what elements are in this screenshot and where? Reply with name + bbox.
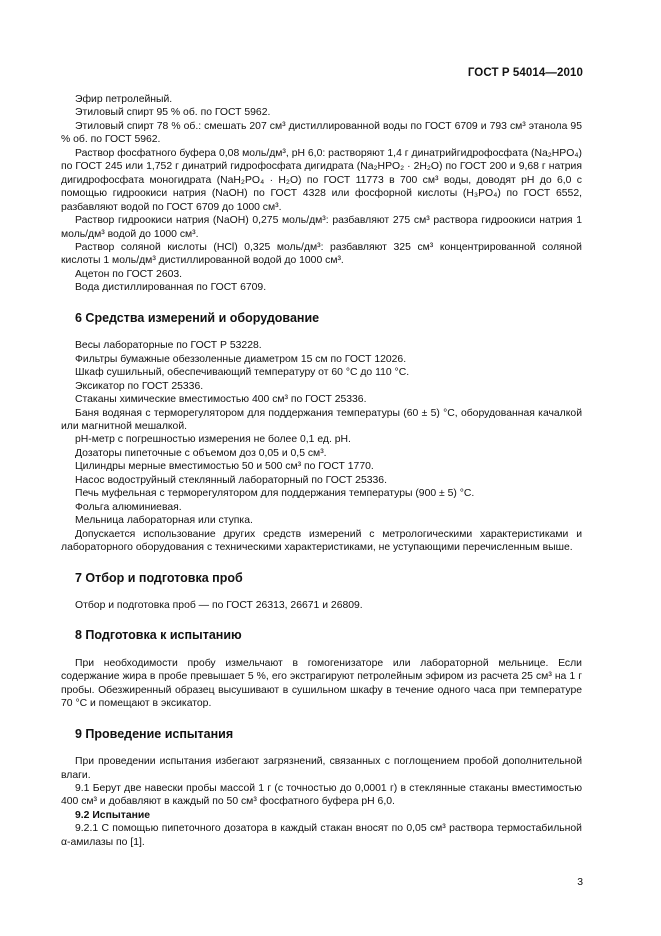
reagent-item: Раствор фосфатного буфера 0,08 моль/дм³, pH 6,0: растворяют 1,4 г динатрийгидрофосфата (Na₂HPO₄) по ГОСТ 245 или 1,752 г динатрий гидрофосфата дигидрата (Na₂HPO₂ · 2H₂O) по ГОСТ 200 и 9,68 г натрия дигидрофосфата моногидрата (NaH₂PO₄ · H₂O) по ГОСТ 11773 в 700 см³ воды, доводят pH до 6,0 с помощью гидроокиси натрия (NaOH) по ГОСТ 4328 или фосфорной кислоты (H₃PO₄) по ГОСТ 6552, разбавляют водой по ГОСТ 6709 до 1000 см³. xyxy=(61,147,582,213)
section-7-heading: 7 Отбор и подготовка проб xyxy=(75,570,243,585)
equipment-item: Баня водяная с терморегулятором для поддержания температуры (60 ± 5) °С, оборудованная качалкой или магнитной мешалкой. xyxy=(61,407,582,432)
reagent-item: Этиловый спирт 95 % об. по ГОСТ 5962. xyxy=(75,107,271,119)
reagent-item: Этиловый спирт 78 % об.: смешать 207 см³ дистиллированной воды по ГОСТ 6709 и 793 см³ этанола 95 % об. по ГОСТ 5962. xyxy=(61,120,582,146)
equipment-item: Мельница лабораторная или ступка. xyxy=(75,515,253,527)
equipment-item: Фольга алюминиевая. xyxy=(75,501,182,513)
clause-9-1: 9.1 Берут две навески пробы массой 1 г (с точностью до 0,0001 г) в стеклянные стаканы вместимостью 400 см³ и добавляют в каждый по 50 см³ фосфатного буфера pH 6,0. xyxy=(61,783,582,808)
reagent-item: Раствор гидроокиси натрия (NaOH) 0,275 моль/дм³: разбавляют 275 см³ раствора гидроокиси натрия 1 моль/дм³ водой до 1000 см³. xyxy=(61,215,582,240)
running-header: ГОСТ Р 54014—2010 xyxy=(467,67,583,79)
page-number: 3 xyxy=(577,877,583,888)
clause-9-2-1: 9.2.1 С помощью пипеточного дозатора в каждый стакан вносят по 0,05 см³ раствора термостабильной α-амилазы по [1]. xyxy=(61,823,582,848)
equipment-item: Насос водоструйный стеклянный лабораторный по ГОСТ 25336. xyxy=(75,474,387,486)
section-7-text: Отбор и подготовка проб — по ГОСТ 26313, 26671 и 26809. xyxy=(75,599,363,611)
equipment-item: Весы лабораторные по ГОСТ Р 53228. xyxy=(75,340,262,352)
clause-9-2-heading: 9.2 Испытание xyxy=(75,809,151,821)
section-9-heading: 9 Проведение испытания xyxy=(75,726,234,741)
section-8-text: При необходимости пробу измельчают в гомогенизаторе или лабораторной мельнице. Если содержание жира в пробе превышает 5 %, его экстрагируют петролейным эфиром из расчета 25 см³ на 1 г пробы. Обезжиренный образец высушивают в сушильном шкафу в течение одного часа при температуре 70 °С и помещают в эксикатор. xyxy=(61,657,582,710)
equipment-item: pH-метр с погрешностью измерения не более 0,1 ед. pH. xyxy=(75,434,351,446)
section-9-intro: При проведении испытания избегают загрязнений, связанных с поглощением пробой дополнительной влаги. xyxy=(61,756,582,781)
equipment-item: Фильтры бумажные обеззоленные диаметром 15 см по ГОСТ 12026. xyxy=(75,353,407,365)
document-body xyxy=(61,93,582,849)
equipment-item: Допускается использование других средств измерений с метрологическими характеристиками и лабораторного оборудования с техническими характеристиками, не уступающими перечисленным выше. xyxy=(61,528,582,554)
reagent-item: Вода дистиллированная по ГОСТ 6709. xyxy=(75,282,267,294)
equipment-item: Шкаф сушильный, обеспечивающий температуру от 60 °С до 110 °С. xyxy=(75,367,410,379)
reagent-item: Раствор соляной кислоты (HCl) 0,325 моль/дм³: разбавляют 325 см³ концентрированной соляной кислоты 1 моль/дм³ дистиллированной водой до 1000 см³. xyxy=(61,241,582,267)
equipment-item: Цилиндры мерные вместимостью 50 и 500 см³ по ГОСТ 1770. xyxy=(75,461,374,473)
equipment-item: Дозаторы пипеточные с объемом доз 0,05 и 0,5 см³. xyxy=(75,447,327,459)
equipment-item: Стаканы химические вместимостью 400 см³ по ГОСТ 25336. xyxy=(75,394,367,406)
reagent-item: Эфир петролейный. xyxy=(75,94,173,105)
reagent-item: Ацетон по ГОСТ 2603. xyxy=(75,268,183,280)
equipment-item: Печь муфельная с терморегулятором для поддержания температуры (900 ± 5) °С. xyxy=(75,488,475,500)
equipment-item: Эксикатор по ГОСТ 25336. xyxy=(75,380,204,392)
section-8-heading: 8 Подготовка к испытанию xyxy=(75,628,242,643)
section-6-heading: 6 Средства измерений и оборудование xyxy=(75,310,320,325)
